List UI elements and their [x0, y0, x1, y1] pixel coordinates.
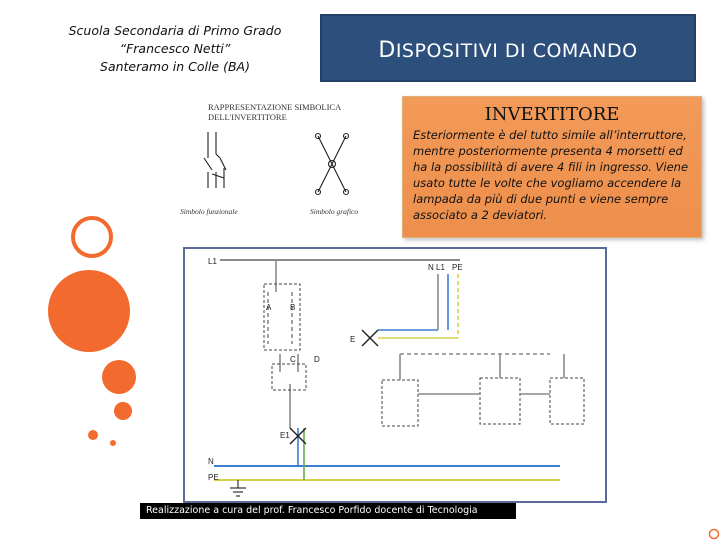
functional-symbol-label: Simbolo funzionale — [180, 207, 238, 216]
functional-symbol — [204, 132, 226, 188]
graphic-symbol-label: Simbolo grafico — [310, 207, 359, 216]
symbol-heading-1: RAPPRESENTAZIONE SIMBOLICA — [208, 102, 342, 112]
symbol-heading-2: DELL'INVERTITORE — [208, 112, 287, 122]
circle-medium — [102, 360, 136, 394]
label-b: B — [290, 303, 296, 312]
label-lamp-e1: E1 — [280, 431, 290, 440]
slide-title-rest: ISPOSITIVI DI COMANDO — [395, 40, 638, 62]
circle-large — [48, 270, 130, 352]
graphic-symbol — [316, 134, 349, 195]
wiring-schematic — [180, 244, 610, 506]
circle-small-3 — [110, 440, 116, 446]
label-d: D — [314, 355, 320, 364]
label-l1: L1 — [208, 257, 217, 266]
school-name — [40, 22, 310, 76]
school-line-2: “Francesco Netti” — [119, 41, 231, 56]
school-line-1: Scuola Secondaria di Primo Grado — [68, 23, 282, 38]
invertitore-info-box — [402, 96, 702, 238]
label-n: N — [208, 457, 214, 466]
label-lamp-e: E — [350, 335, 356, 344]
label-c: C — [290, 355, 296, 364]
label-pe: PE — [208, 473, 219, 482]
label-pe-top: PE — [452, 263, 463, 272]
school-line-3: Santeramo in Colle (BA) — [100, 59, 250, 74]
corner-ring-icon — [708, 528, 720, 540]
footer-credit: Realizzazione a cura del prof. Francesco Porfido docente di Tecnologia — [140, 503, 516, 519]
slide-title — [320, 38, 696, 63]
circle-small-2 — [88, 430, 98, 440]
info-title: INVERTITORE — [484, 104, 620, 125]
label-a: A — [266, 303, 272, 312]
info-description: Esteriormente è del tutto simile all’interruttore, mentre posteriormente presenta 4 morsetti ed ha la possibilità di avere 4 fili in ingresso. Viene usato tutte le volte che vogliamo accendere la lampada da più di due punti e viene sempre associato a 2 deviatori. — [413, 128, 689, 222]
slide-title-initial: D — [378, 38, 396, 63]
slide-title-box — [320, 14, 696, 82]
circle-small-1 — [114, 402, 132, 420]
label-n-l1: N L1 — [428, 263, 445, 272]
schematic-frame — [184, 248, 606, 502]
symbol-figure — [168, 96, 378, 222]
circle-ring — [71, 216, 113, 258]
